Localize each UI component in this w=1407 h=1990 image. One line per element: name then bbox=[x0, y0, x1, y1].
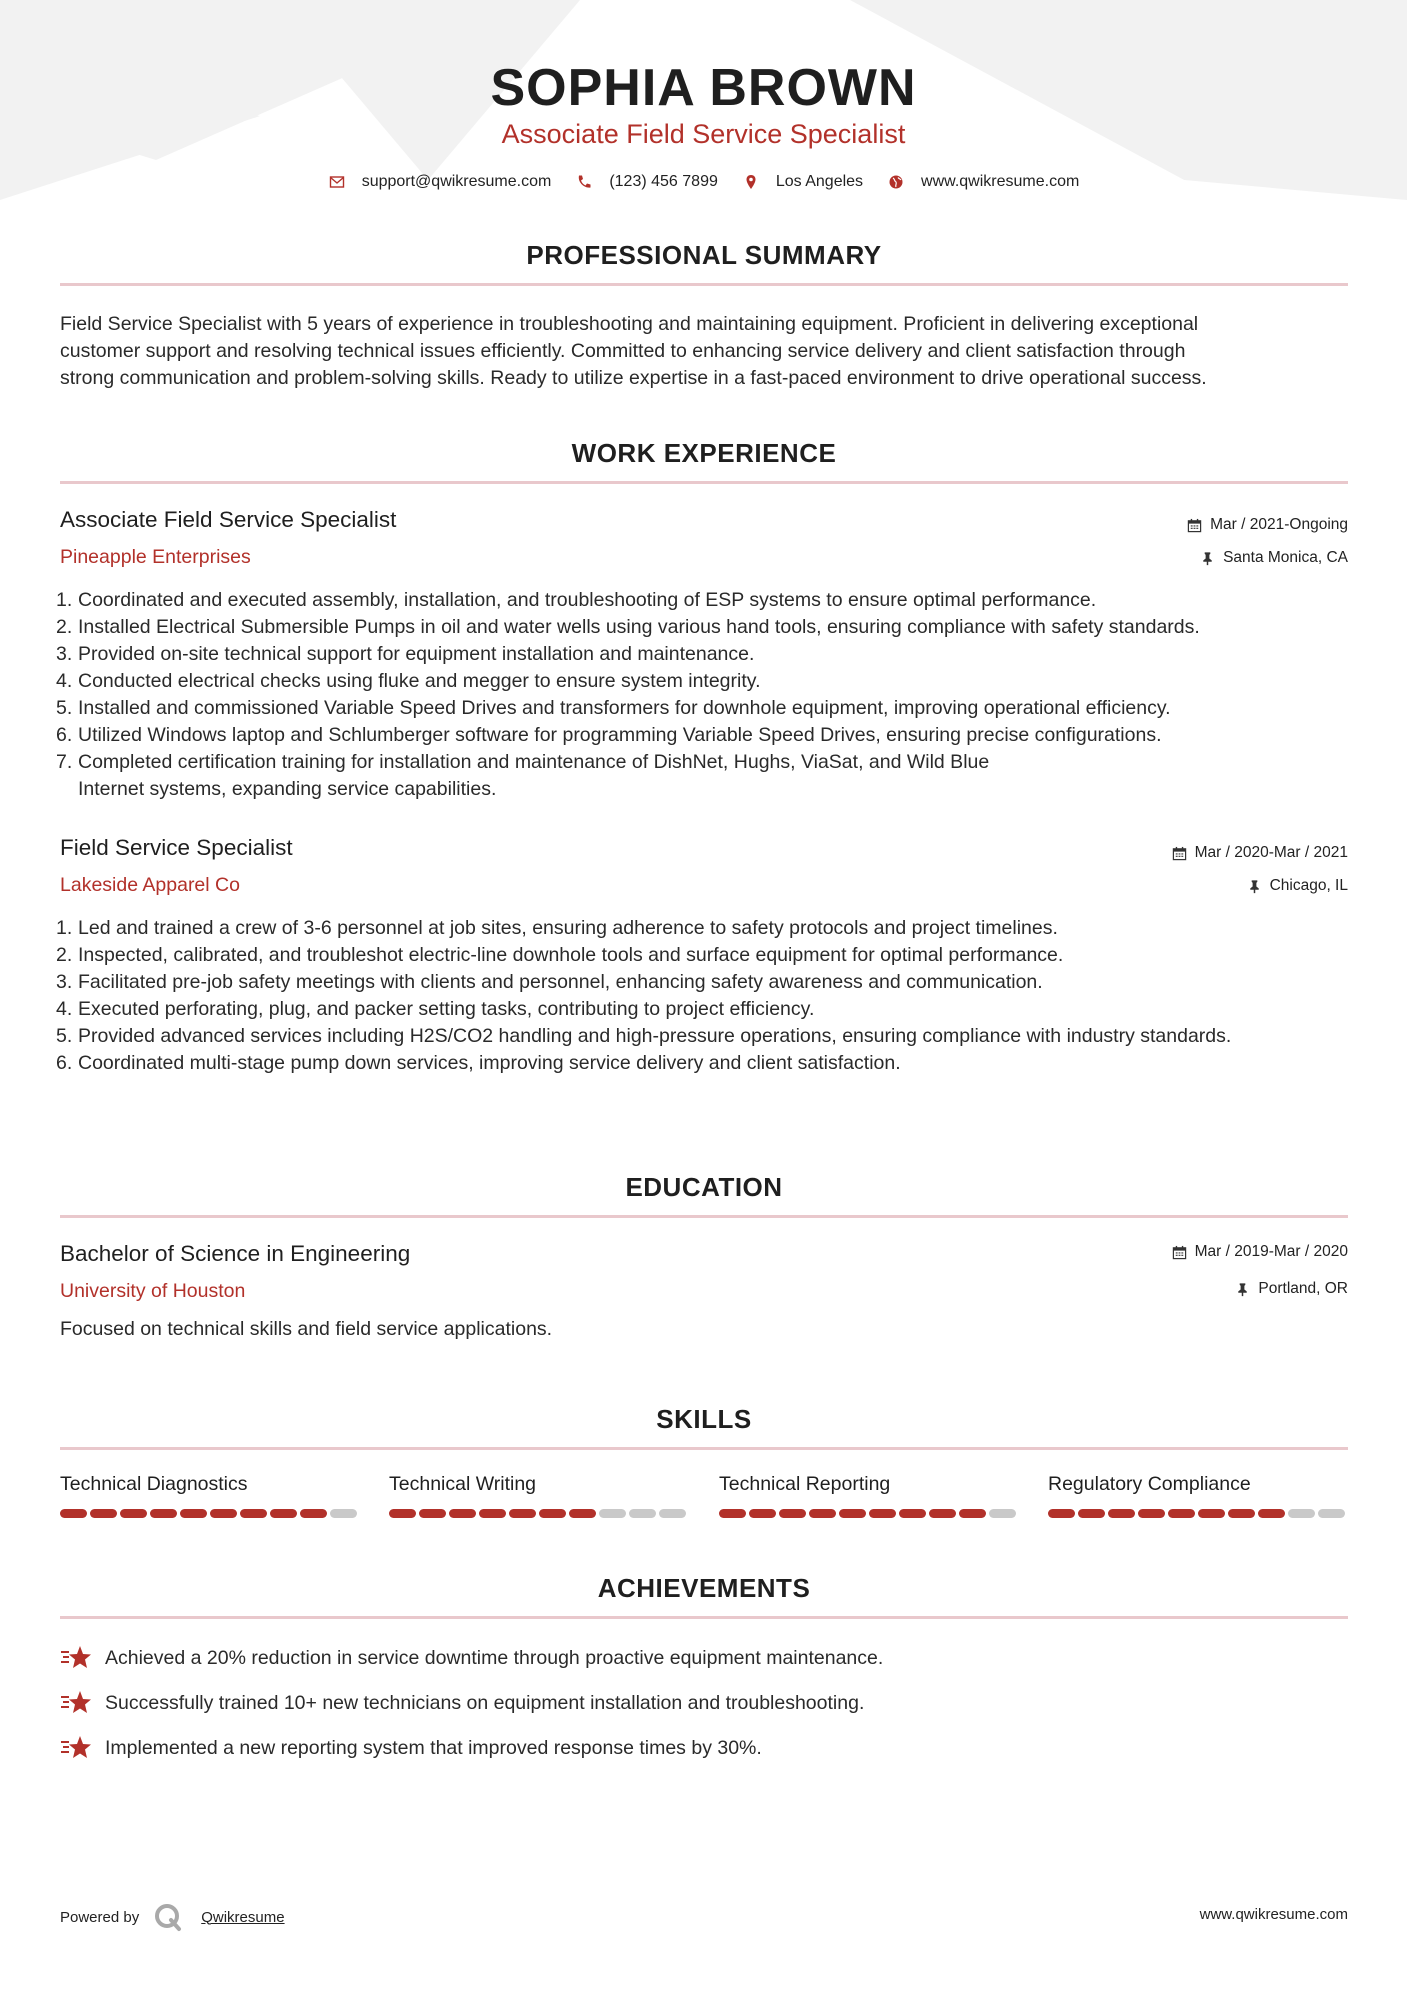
list-item: 5. Installed and commissioned Variable Speed Drives and transformers for downhole equipment, improving operational efficiency. bbox=[56, 697, 1171, 719]
envelope-icon bbox=[328, 173, 346, 191]
list-item: 3. Provided on-site technical support for equipment installation and maintenance. bbox=[56, 643, 755, 665]
footer-powered-by bbox=[60, 1902, 285, 1932]
skill-segment-empty bbox=[1318, 1509, 1345, 1518]
degree-title: Bachelor of Science in Engineering bbox=[60, 1241, 411, 1266]
contact-website[interactable] bbox=[887, 173, 1079, 191]
achievement-item bbox=[60, 1689, 864, 1717]
company-name: Pineapple Enterprises bbox=[60, 546, 251, 568]
skill-segment-filled bbox=[1078, 1509, 1105, 1518]
calendar-icon bbox=[1187, 518, 1202, 533]
skill-segment-filled bbox=[1228, 1509, 1255, 1518]
education-location-text: Portland, OR bbox=[1258, 1280, 1348, 1297]
section-divider bbox=[60, 1447, 1348, 1450]
skill-segment-empty bbox=[659, 1509, 686, 1518]
candidate-name: SOPHIA BROWN bbox=[490, 59, 917, 117]
job-title: Associate Field Service Specialist bbox=[60, 507, 397, 532]
contact-email[interactable] bbox=[328, 173, 552, 191]
skill-segment-filled bbox=[839, 1509, 866, 1518]
list-item: 4. Conducted electrical checks using fluke and megger to ensure system integrity. bbox=[56, 670, 761, 692]
section-divider bbox=[60, 1215, 1348, 1218]
calendar-icon bbox=[1172, 1245, 1187, 1260]
contact-bar bbox=[0, 173, 1407, 191]
skill-segment-filled bbox=[1168, 1509, 1195, 1518]
section-divider bbox=[60, 481, 1348, 484]
skill-segment-filled bbox=[389, 1509, 416, 1518]
skill-segment-filled bbox=[869, 1509, 896, 1518]
skill-segment-filled bbox=[120, 1509, 147, 1518]
skill-name: Technical Reporting bbox=[719, 1473, 891, 1495]
pushpin-icon bbox=[1247, 879, 1262, 894]
achievement-text: Implemented a new reporting system that improved response times by 30%. bbox=[105, 1736, 762, 1759]
location-text: Los Angeles bbox=[775, 173, 864, 190]
list-item: 3. Facilitated pre-job safety meetings with clients and personnel, enhancing safety awareness and communication. bbox=[56, 971, 1043, 993]
job-dates bbox=[1172, 844, 1348, 862]
skill-segment-filled bbox=[180, 1509, 207, 1518]
skill-segment-filled bbox=[1108, 1509, 1135, 1518]
skill-segment-filled bbox=[809, 1509, 836, 1518]
skill-segment-filled bbox=[929, 1509, 956, 1518]
skill-level-bar bbox=[719, 1509, 1016, 1518]
skill-segment-empty bbox=[989, 1509, 1016, 1518]
job-title: Field Service Specialist bbox=[60, 835, 293, 860]
skill-level-bar bbox=[1048, 1509, 1345, 1518]
skill-segment-filled bbox=[959, 1509, 986, 1518]
footer-website-link[interactable]: www.qwikresume.com bbox=[1199, 1906, 1348, 1923]
skill-segment-filled bbox=[210, 1509, 237, 1518]
list-item: 5. Provided advanced services including H2S/CO2 handling and high-pressure operations, ensuring compliance with industry standards. bbox=[56, 1025, 1232, 1047]
skill-segment-filled bbox=[240, 1509, 267, 1518]
skill-name: Regulatory Compliance bbox=[1048, 1473, 1251, 1495]
list-item: 7. Completed certification training for installation and maintenance of DishNet, Hughs, ViaSat, and Wild Blue Internet systems, expanding service capabilities. bbox=[56, 751, 990, 800]
job-location bbox=[1200, 549, 1348, 567]
summary-line: strong communication and problem-solving skills. Ready to utilize expertise in a fast-paced environment to drive operational success. bbox=[60, 367, 1207, 389]
powered-by-label: Powered by bbox=[60, 1908, 140, 1926]
skill-segment-filled bbox=[749, 1509, 776, 1518]
skill-item bbox=[389, 1473, 689, 1496]
skill-segment-filled bbox=[300, 1509, 327, 1518]
list-item: 2. Inspected, calibrated, and troubleshot electric-line downhole tools and surface equipment for optimal performance. bbox=[56, 944, 1064, 966]
skill-segment-filled bbox=[509, 1509, 536, 1518]
skill-segment-filled bbox=[539, 1509, 566, 1518]
section-divider bbox=[60, 283, 1348, 286]
section-divider bbox=[60, 1616, 1348, 1619]
school-name: University of Houston bbox=[60, 1280, 246, 1302]
job-bullets bbox=[56, 915, 1350, 1077]
email-text: support@qwikresume.com bbox=[361, 173, 552, 190]
skill-segment-filled bbox=[1048, 1509, 1075, 1518]
education-dates-text: Mar / 2019-Mar / 2020 bbox=[1194, 1243, 1348, 1260]
contact-phone[interactable] bbox=[575, 173, 718, 191]
skill-segment-filled bbox=[419, 1509, 446, 1518]
achievement-text: Achieved a 20% reduction in service downtime through proactive equipment maintenance. bbox=[105, 1646, 884, 1669]
skill-segment-filled bbox=[1198, 1509, 1225, 1518]
summary-line: Field Service Specialist with 5 years of experience in troubleshooting and maintaining equipment. Proficient in delivering exceptional bbox=[60, 313, 1199, 335]
phone-icon bbox=[575, 173, 593, 191]
contact-location bbox=[742, 173, 863, 191]
skill-segment-filled bbox=[719, 1509, 746, 1518]
summary-title: PROFESSIONAL SUMMARY bbox=[526, 240, 882, 270]
skill-segment-filled bbox=[449, 1509, 476, 1518]
skill-segment-filled bbox=[1258, 1509, 1285, 1518]
skill-segment-filled bbox=[270, 1509, 297, 1518]
qwikresume-logo-icon bbox=[153, 1902, 183, 1932]
education-location bbox=[1235, 1280, 1348, 1298]
star-icon bbox=[60, 1734, 92, 1762]
skill-segment-empty bbox=[629, 1509, 656, 1518]
map-pin-icon bbox=[742, 173, 760, 191]
skill-segment-filled bbox=[150, 1509, 177, 1518]
skill-name: Technical Writing bbox=[389, 1473, 537, 1495]
phone-text: (123) 456 7899 bbox=[609, 173, 718, 190]
job-location-text: Santa Monica, CA bbox=[1223, 549, 1348, 566]
skill-segment-filled bbox=[90, 1509, 117, 1518]
education-title: EDUCATION bbox=[625, 1172, 783, 1202]
list-item: 4. Executed perforating, plug, and packer setting tasks, contributing to project efficiency. bbox=[56, 998, 815, 1020]
star-icon bbox=[60, 1644, 92, 1672]
skill-segment-filled bbox=[60, 1509, 87, 1518]
job-bullets bbox=[56, 587, 1350, 803]
job-location bbox=[1247, 877, 1348, 895]
website-text: www.qwikresume.com bbox=[921, 173, 1080, 190]
summary-line: customer support and resolving technical issues efficiently. Committed to enhancing service delivery and client satisfaction through bbox=[60, 340, 1186, 362]
skill-item bbox=[60, 1473, 360, 1496]
job-dates-text: Mar / 2021-Ongoing bbox=[1210, 516, 1348, 533]
globe-icon bbox=[887, 173, 905, 191]
list-item: 1. Led and trained a crew of 3-6 personnel at job sites, ensuring adherence to safety protocols and project timelines. bbox=[56, 917, 1058, 939]
skill-segment-filled bbox=[899, 1509, 926, 1518]
summary-text bbox=[60, 311, 1350, 392]
candidate-role: Associate Field Service Specialist bbox=[501, 119, 906, 149]
experience-title: WORK EXPERIENCE bbox=[571, 438, 837, 468]
skill-segment-empty bbox=[599, 1509, 626, 1518]
achievement-text: Successfully trained 10+ new technicians on equipment installation and troubleshooting. bbox=[105, 1691, 865, 1714]
list-item: 1. Coordinated and executed assembly, installation, and troubleshooting of ESP systems to ensure optimal performance. bbox=[56, 589, 1097, 611]
list-item: 2. Installed Electrical Submersible Pumps in oil and water wells using various hand tools, ensuring compliance with safety standards. bbox=[56, 616, 1200, 638]
skill-level-bar bbox=[60, 1509, 357, 1518]
list-item: 6. Utilized Windows laptop and Schlumberger software for programming Variable Speed Drives, ensuring precise configurations. bbox=[56, 724, 1162, 746]
company-name: Lakeside Apparel Co bbox=[60, 874, 240, 896]
skill-segment-empty bbox=[330, 1509, 357, 1518]
education-description: Focused on technical skills and field service applications. bbox=[60, 1318, 553, 1340]
star-icon bbox=[60, 1689, 92, 1717]
skill-item bbox=[1048, 1473, 1348, 1496]
achievement-item bbox=[60, 1734, 762, 1762]
calendar-icon bbox=[1172, 846, 1187, 861]
skill-item bbox=[719, 1473, 1019, 1496]
job-dates-text: Mar / 2020-Mar / 2021 bbox=[1194, 844, 1348, 861]
achievement-item bbox=[60, 1644, 883, 1672]
skill-segment-filled bbox=[1138, 1509, 1165, 1518]
job-dates bbox=[1187, 516, 1348, 534]
list-item: 6. Coordinated multi-stage pump down services, improving service delivery and client satisfaction. bbox=[56, 1052, 901, 1074]
pushpin-icon bbox=[1235, 1282, 1250, 1297]
skill-segment-filled bbox=[779, 1509, 806, 1518]
achievements-title: ACHIEVEMENTS bbox=[597, 1573, 811, 1603]
skill-segment-empty bbox=[1288, 1509, 1315, 1518]
job-location-text: Chicago, IL bbox=[1269, 877, 1348, 894]
skills-title: SKILLS bbox=[656, 1404, 752, 1434]
skill-name: Technical Diagnostics bbox=[60, 1473, 248, 1495]
skill-segment-filled bbox=[479, 1509, 506, 1518]
skill-level-bar bbox=[389, 1509, 686, 1518]
education-dates bbox=[1172, 1243, 1348, 1261]
pushpin-icon bbox=[1200, 551, 1215, 566]
qwikresume-link[interactable]: Qwikresume bbox=[201, 1908, 285, 1926]
skill-segment-filled bbox=[569, 1509, 596, 1518]
